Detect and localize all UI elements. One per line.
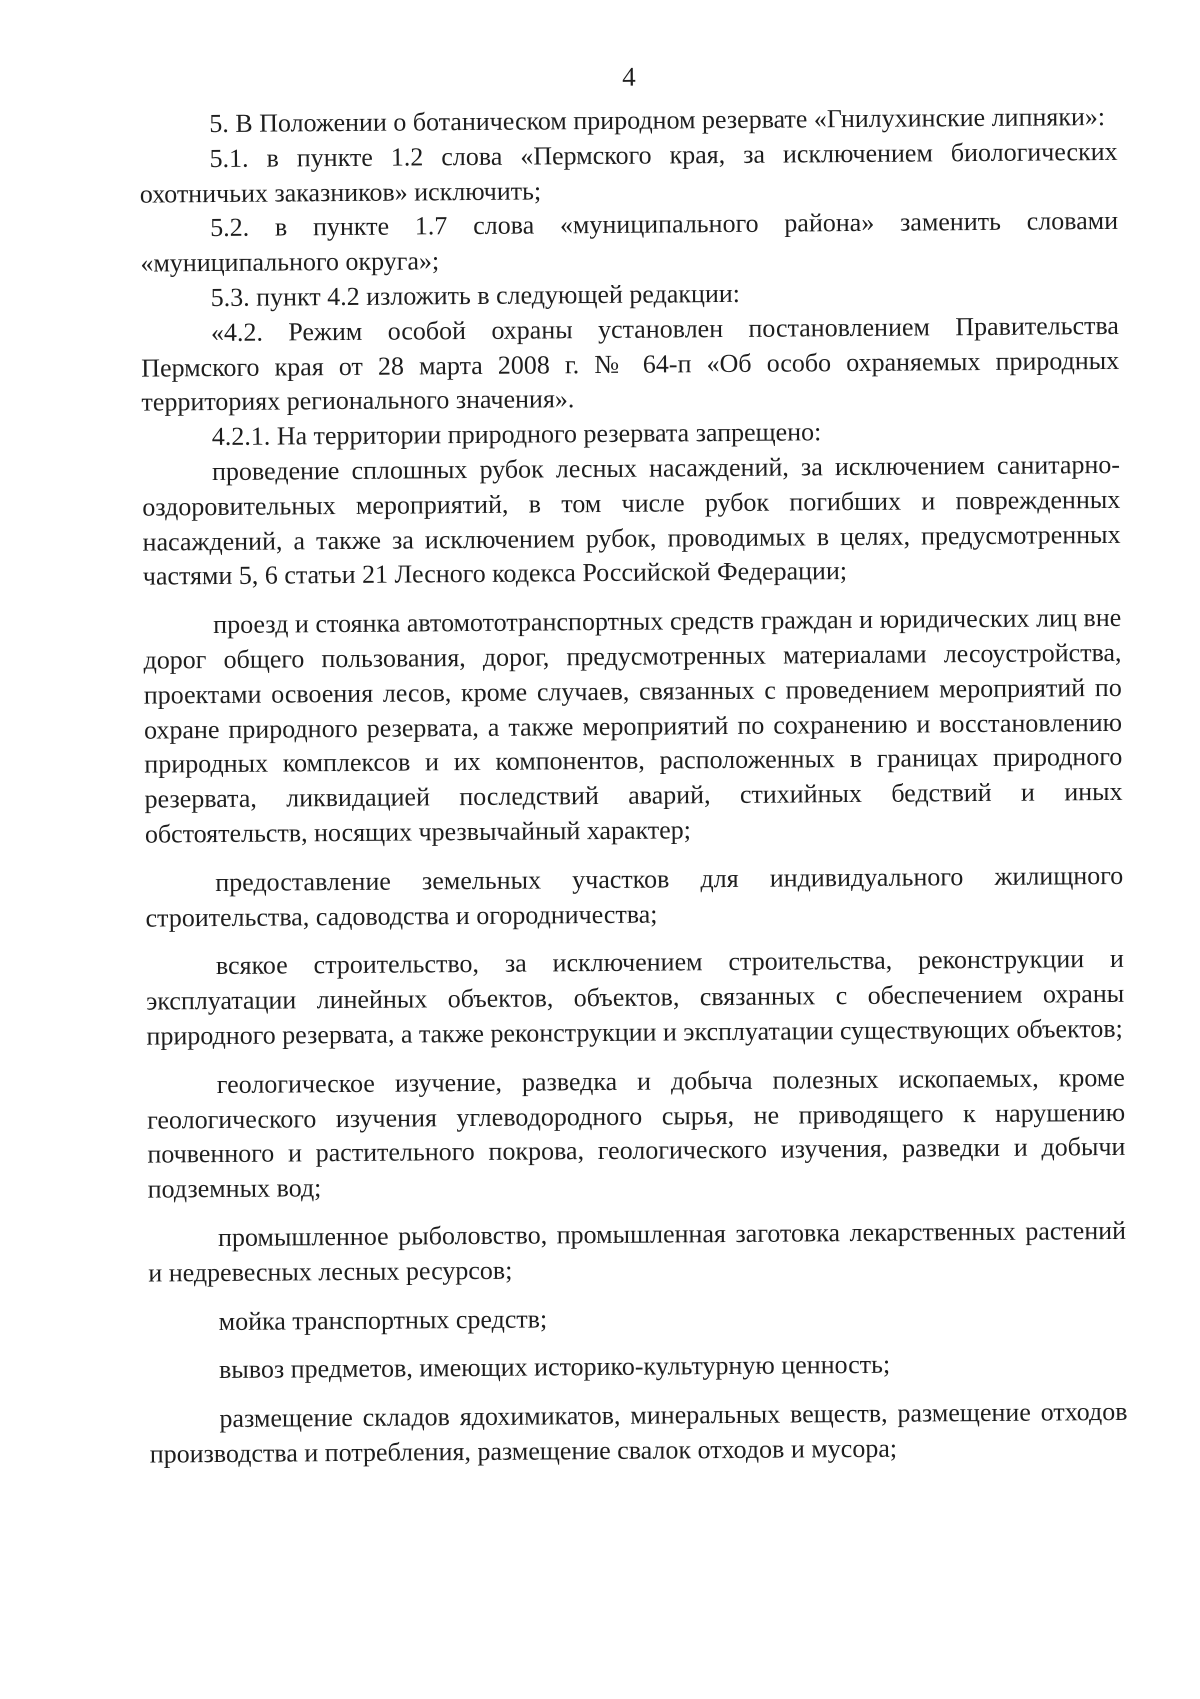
paragraph-5-2: 5.2. в пункте 1.7 слова «муниципального района» заменить словами «муниципального округа»;	[140, 206, 1119, 278]
page-number: 4	[622, 61, 636, 92]
list-item-cultural-export: вывоз предметов, имеющих историко-культурную ценность;	[218, 1350, 891, 1385]
document-body	[139, 100, 1128, 1472]
paragraph-5-3: 5.3. пункт 4.2 изложить в следующей редакции:	[210, 278, 741, 313]
paragraph-4-2: «4.2. Режим особой охраны установлен постановлением Правительства Пермского края от 28 марта 2008 г. № 64-п «Об особо охраняемых природных территориях регионального значения».	[141, 310, 1120, 417]
paragraph-4-2-1: 4.2.1. На территории природного резервата запрещено:	[211, 417, 822, 452]
list-item-geology: геологическое изучение, разведка и добыча полезных ископаемых, кроме геологического изучения углеводородного сырья, не приводящего к нарушению почвенного и растительного покрова, геологического изучения, разведки и добычи подземных вод;	[147, 1062, 1126, 1204]
list-item-fishing: промышленное рыболовство, промышленная заготовка лекарственных растений и недревесных лесных ресурсов;	[148, 1215, 1127, 1288]
paragraph-5: 5. В Положении о ботаническом природном резервате «Гнилухинские липняки»:	[209, 102, 1106, 139]
list-item-construction: всякое строительство, за исключением строительства, реконструкции и эксплуатации линейных объектов, объектов, связанных с обеспечением охраны природного резервата, а также реконструкции и эксплуатации существующих объектов;	[146, 944, 1125, 1051]
list-item-land-plots: предоставление земельных участков для индивидуального жилищного строительства, садоводства и огородничества;	[145, 860, 1124, 933]
list-item-vehicle-washing: мойка транспортных средств;	[218, 1303, 548, 1336]
list-item-clear-cutting: проведение сплошных рубок лесных насаждений, за исключением санитарно-оздоровительных мероприятий, в том числе рубок погибших и поврежденных насаждений, а также за исключением рубок, проводимых в целях, предусмотренных частями 5, 6 статьи 21 Лесного кодекса Российской Федерации;	[142, 449, 1121, 591]
list-item-waste-storage: размещение складов ядохимикатов, минеральных веществ, размещение отходов производства и потребления, размещение свалок отходов и мусора;	[149, 1396, 1128, 1469]
paragraph-5-1: 5.1. в пункте 1.2 слова «Пермского края, за исключением биологических охотничьих заказников» исключить;	[139, 136, 1118, 209]
list-item-vehicle-traffic: проезд и стоянка автомототранспортных средств граждан и юридических лиц вне дорог общего пользования, дорог, предусмотренных материалами лесоустройства, проектами освоения лесов, кроме случаев, связанных с проведением мероприятий по охране природного резервата, а также мероприятий по сохранению и восстановлению природных комплексов и их компонентов, расположенных в границах природного резервата, ликвидацией последствий аварий, стихийных бедствий и иных обстоятельств, носящих чрезвычайный характер;	[143, 603, 1123, 849]
